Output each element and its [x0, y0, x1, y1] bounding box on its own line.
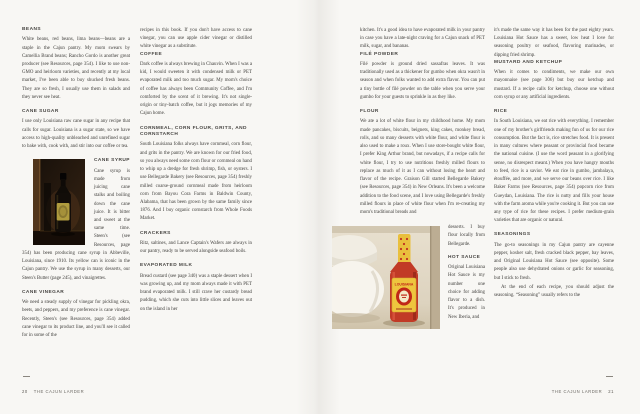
section-body-seasonings-2: At the end of each recipe, you should adjust the seasoning. “Seasoning” usually refers to the	[494, 284, 614, 299]
section-heading-evaporated-milk: EVAPORATED MILK	[140, 263, 193, 269]
section-body-hot-sauce: Original Louisiana Hot Sauce is my number one choice for adding flavor to a dish. It's produced in New Iberia, and	[448, 265, 485, 320]
section-body-flour-end: desserts. I buy flour locally from Bellegarde.	[448, 225, 485, 247]
cane-syrup-photo-art	[33, 159, 85, 245]
section-flour	[360, 109, 485, 217]
section-body-beans: White beans, red beans, lima beans—beans are a staple in the Cajun pantry. My mom swears by Camellia Brand beans; Rancho Gordo is another great producer (see Resources, page 354). I like to use non-GMO and heirloom varieties, and recently at my local market, I've been able to buy shucked fresh beans. They are so fresh, I usually use them in salads and they never see heat.	[22, 37, 130, 100]
section-heading-cane-sugar: CANE SUGAR	[22, 109, 59, 115]
section-body-evaporated-milk: Bread custard (see page 340) was a staple dessert when I was growing up, and my mom always made it with PET brand evaporated milk. I still crave her custardy bread pudding, which she cuts into little slices and leaves out on the island in her	[140, 273, 252, 312]
left-running-title: THE CAJUN LARDER	[33, 389, 85, 394]
section-crackers	[140, 231, 252, 257]
hot-sauce-photo-art	[332, 226, 440, 329]
section-mustard-ketchup	[494, 60, 614, 102]
column-3-continuation: kitchen. It's a good idea to have evaporated milk in your pantry in case you have a late-night craving for a Cajun snack of PET milk, sugar, and bananas.	[360, 28, 485, 50]
section-flour-end-and-hot-sauce	[360, 224, 485, 322]
column-2-continuation: recipes in this book. If you don't have access to cane vinegar, you can use apple cider vinegar or distilled white vinegar as a substitute.	[140, 28, 252, 50]
section-heading-coffee: COFFEE	[140, 51, 163, 57]
section-body-seasonings: The go-to seasonings in my Cajun pantry are cayenne pepper, kosher salt, fresh cracked black pepper, bay leaves, and Original Louisiana Hot Sauce (see opposite). Some people also use dehydrated onions or garlic for seasoning, but I stick to fresh.	[494, 242, 614, 281]
section-heading-cane-syrup: CANE SYRUP	[94, 158, 130, 164]
section-heading-flour: FLOUR	[360, 109, 379, 115]
section-body-crackers: Ritz, saltines, and Lance Captain's Wafers are always in our pantry, ready to be served alongside seafood boils.	[140, 240, 252, 255]
section-cane-syrup	[22, 158, 130, 283]
section-body-file-powder: Filé powder is ground dried sassafras leaves. It was traditionally used as a thickener for gumbo when okra wasn't in season and when folks wanted to add extra flavor. You can put a tiny bottle of filé powder on the table when you serve your gumbo for your guests to sprinkle in as they like.	[360, 61, 485, 100]
section-heading-mustard-ketchup: MUSTARD AND KETCHUP	[494, 59, 563, 65]
section-heading-cane-vinegar: CANE VINEGAR	[22, 289, 65, 295]
section-body-cane-syrup: Cane syrup is made from juicing cane stalks and boiling down the cane juice. It is bitter and sweet at the same time. Steen's (see Resources, page 354) has been producing cane syrup in Abbeville, Louisiana, since 1910. Its yellow can is iconic in the Cajun pantry. We use the syrup in many desserts, our Steen's Butter (page 245), and vinaigrettes.	[22, 168, 130, 281]
page-gutter-shadow	[296, 0, 340, 414]
section-heading-beans: BEANS	[22, 27, 42, 32]
section-evaporated-milk	[140, 263, 252, 313]
right-page-number: 21	[608, 389, 614, 394]
section-coffee	[140, 52, 252, 119]
footer-rule	[23, 376, 30, 377]
hot-sauce-label-text: LOUISIANA	[394, 282, 414, 287]
right-page-column-1	[360, 27, 485, 329]
cane-syrup-photo	[33, 159, 85, 245]
section-cane-sugar	[22, 109, 130, 151]
section-cornmeal	[140, 126, 252, 224]
left-page-number: 20	[22, 389, 28, 394]
right-page-footer	[552, 376, 614, 399]
section-heading-cornmeal: CORNMEAL, CORN FLOUR, GRITS, AND CORNSTARCH	[140, 125, 247, 138]
footer-rule	[606, 376, 613, 377]
section-heading-seasonings: SEASONINGS	[494, 232, 531, 238]
left-page-footer	[22, 376, 84, 399]
left-page-column-1	[22, 27, 130, 347]
right-page-column-2	[494, 27, 614, 307]
section-rice	[494, 109, 614, 225]
section-cane-vinegar	[22, 290, 130, 340]
right-running-title: THE CAJUN LARDER	[551, 389, 603, 394]
section-seasonings	[494, 232, 614, 300]
left-page-column-2	[140, 27, 252, 321]
section-body-coffee: Dark coffee is always brewing in Chauvin. When I was a kid, I would sweeten it with condensed milk or PET evaporated milk and too much sugar. My mom's choice of coffee has always been Community Coffee, and I'm comforted by the scent of it brewing. It's not single-origin or tiny-batch coffee, but it jogs memories of my Cajun home.	[140, 61, 252, 117]
section-heading-crackers: CRACKERS	[140, 230, 171, 236]
section-file-powder	[360, 52, 485, 102]
column-4-continuation: it's made the same way it has been for the past eighty years. Louisiana Hot Sauce has a sweet, low heat I love for seasoning poultry or seafood, flavoring marinades, or dipping fried shrimp.	[494, 28, 614, 58]
section-body-cornmeal: South Louisiana folks always have cornmeal, corn flour, and grits in the pantry. We are known for our fried food, so you always need some corn flour or cornmeal on hand to whip up a dredge for fresh shrimp, fish, or oysters. I use Bellegarde Bakery (see Resources, page 354) freshly milled coarse-ground cornmeal made from heirloom corn from Bayou Cora Farms in Baldwin County, Alabama, that has been grown by the same family since 1876. And I buy organic cornstarch from Whole Foods Market.	[140, 142, 252, 222]
section-body-mustard-ketchup: When it comes to condiments, we make our own mayonnaise (see page 306) but buy our ketchup and mustard. If a recipe calls for ketchup, choose one without corn syrup or any artificial ingredients.	[494, 70, 614, 100]
section-heading-hot-sauce: HOT SAUCE	[448, 254, 481, 260]
section-heading-file-powder: FILÉ POWDER	[360, 51, 399, 57]
section-body-cane-sugar: I use only Louisiana raw cane sugar in any recipe that calls for sugar. Louisiana is a sugar state, so we have access to high-quality unbleached and unrefined sugar to bake with, cook with, and stir into our coffee or tea.	[22, 119, 130, 150]
section-body-flour: We ate a lot of white flour in my childhood home. My mom made pancakes, biscuits, beignets, king cakes, monkey bread, rolls, and so many desserts with white flour, and white flour is also used to make a roux. When I use store-bought white flour, I prefer King Arthur brand, but nowadays, if a recipe calls for white flour, I try to use nutritious freshly milled flours to replace as much of it as I can without losing the heart and flavor of the recipe. Graison Gill started Bellegarde Bakery (see Resources, page 354) in New Orleans. It's been a welcome addition to the food scene, and I love using Bellegarde's freshly milled flours in place of white flour when I'm re-creating my mom's traditional breads and	[360, 119, 485, 215]
section-heading-rice: RICE	[494, 109, 508, 115]
hot-sauce-photo	[332, 226, 440, 329]
section-body-rice: In South Louisiana, we eat rice with everything. I remember one of my brother's girlfriends making fun of us for our rice consumption. But the fact is, rice stretches food. It is present in many cultures where peasant or provincial food became the national cuisine. (I use the word peasant in a glorifying sense, no disrespect meant.) When you have hangry mouths to feed, rice is a savior. We eat rice in gumbo, jambalaya, étouffée, and more, and we serve our beans over rice. I like Baker Farms (see Resources, page 354) popcorn rice from Gueydan, Louisiana. The rice is nutty and fills your house with the farm aroma while you're cooking it. But you can use any type of rice for these recipes. I prefer medium-grain varieties that are organic or natural.	[494, 119, 614, 224]
section-body-cane-vinegar: We need a steady supply of vinegar for pickling okra, beets, and peppers, and my preference is cane vinegar. Recently, Steen's (see Resources, page 354) added cane vinegar to its product line, and you'll see it called for in some of the	[22, 300, 130, 339]
section-beans	[22, 27, 130, 102]
